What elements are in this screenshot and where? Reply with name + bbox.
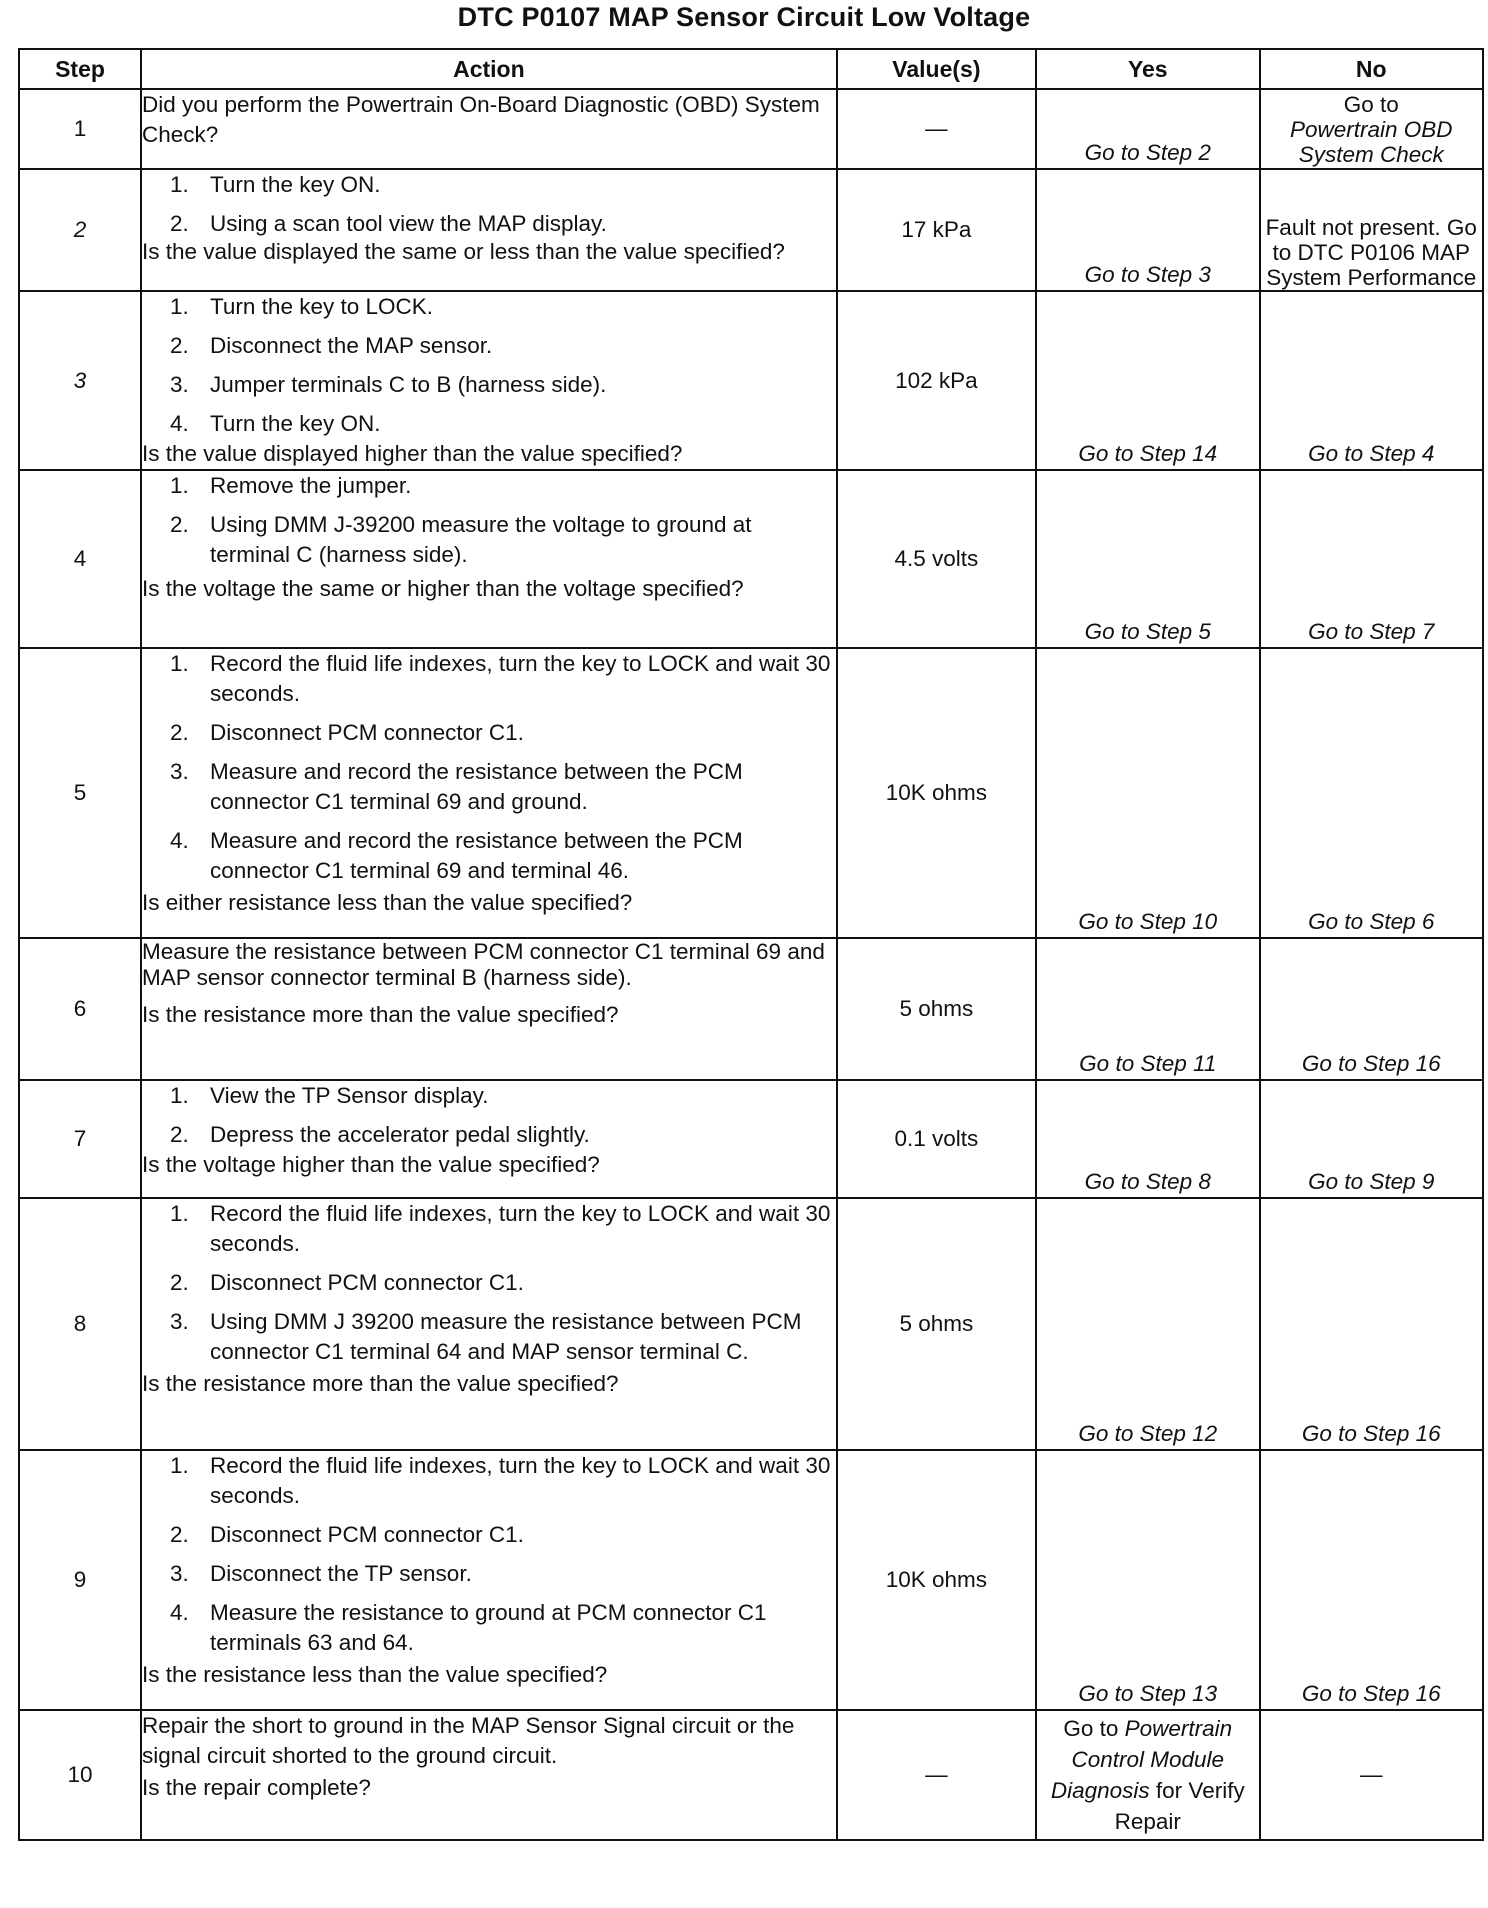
action-text: Repair the short to ground in the MAP Sensor Signal circuit or the signal circuit shorted to the ground circuit. [142, 1713, 795, 1768]
action-steps [142, 1451, 836, 1658]
header-no: No [1260, 49, 1484, 89]
no-reference: Powertrain OBD System Check [1289, 117, 1453, 167]
yes-reference: Powertrain Control Module Diagnosis [1050, 1716, 1233, 1803]
diagnostic-table [18, 48, 1484, 1841]
value-cell: 102 kPa [837, 291, 1036, 470]
action-text: Measure the resistance between PCM connector C1 terminal 69 and MAP sensor connector terminal B (harness side). [142, 939, 825, 990]
step-number: 1 [19, 89, 141, 169]
yes-cell: Go to Step 3 [1036, 169, 1259, 291]
list-item: 2. Disconnect PCM connector C1. [170, 1522, 524, 1547]
action-steps [142, 1199, 836, 1367]
yes-prefix: Go to [1063, 1716, 1119, 1741]
value-cell: 0.1 volts [837, 1080, 1036, 1198]
no-cell: Go to Step 16 [1260, 1450, 1484, 1710]
action-question: Is the voltage higher than the value specified? [142, 1152, 600, 1177]
no-cell: Go to Step 16 [1260, 1198, 1484, 1450]
header-yes: Yes [1036, 49, 1259, 89]
yes-cell: Go to Step 13 [1036, 1450, 1259, 1710]
table-row [19, 169, 1483, 291]
value-cell: — [837, 89, 1036, 169]
table-row [19, 1080, 1483, 1198]
header-row [19, 49, 1483, 89]
list-item: 1. Remove the jumper. [170, 473, 412, 498]
step-number: 7 [19, 1080, 141, 1198]
list-item: 4. Measure the resistance to ground at PCM connector C1 terminals 63 and 64. [170, 1600, 767, 1655]
no-prefix: Go to [1343, 92, 1399, 117]
table-row [19, 1710, 1483, 1840]
no-cell: Go to Step 9 [1260, 1080, 1484, 1198]
value-cell: 17 kPa [837, 169, 1036, 291]
value-cell: 10K ohms [837, 648, 1036, 938]
step-number: 8 [19, 1198, 141, 1450]
no-cell: Go to Step 4 [1260, 291, 1484, 470]
yes-cell: Go to Step 8 [1036, 1080, 1259, 1198]
no-cell [1260, 89, 1484, 169]
step-number: 2 [19, 169, 141, 291]
action-cell [141, 1710, 837, 1840]
action-steps [142, 1081, 836, 1150]
value-cell: 4.5 volts [837, 470, 1036, 648]
action-cell [141, 89, 837, 169]
step-number: 5 [19, 648, 141, 938]
yes-suffix: for Verify Repair [1114, 1778, 1245, 1834]
step-number: 9 [19, 1450, 141, 1710]
action-question: Is the resistance more than the value specified? [142, 1371, 619, 1396]
action-cell [141, 291, 837, 470]
yes-cell: Go to Step 5 [1036, 470, 1259, 648]
table-row [19, 1450, 1483, 1710]
no-cell: Go to Step 6 [1260, 648, 1484, 938]
list-item: 2. Using a scan tool view the MAP display. [170, 211, 607, 236]
yes-cell [1036, 1710, 1259, 1840]
header-action: Action [141, 49, 837, 89]
list-item: 1. View the TP Sensor display. [170, 1083, 489, 1108]
table-row [19, 291, 1483, 470]
yes-cell: Go to Step 10 [1036, 648, 1259, 938]
list-item: 2. Disconnect PCM connector C1. [170, 720, 524, 745]
step-number: 3 [19, 291, 141, 470]
list-item: 1. Record the fluid life indexes, turn the key to LOCK and wait 30 seconds. [170, 651, 831, 706]
step-number: 10 [19, 1710, 141, 1840]
table-row [19, 648, 1483, 938]
action-question: Is the value displayed higher than the value specified? [142, 441, 683, 466]
value-cell: 5 ohms [837, 938, 1036, 1080]
list-item: 2. Using DMM J-39200 measure the voltage to ground at terminal C (harness side). [170, 512, 752, 567]
list-item: 3. Disconnect the TP sensor. [170, 1561, 472, 1586]
list-item: 2. Disconnect PCM connector C1. [170, 1270, 524, 1295]
step-number: 4 [19, 470, 141, 648]
yes-cell: Go to Step 2 [1036, 89, 1259, 169]
yes-cell: Go to Step 14 [1036, 291, 1259, 470]
no-cell: Go to Step 16 [1260, 938, 1484, 1080]
action-steps [142, 649, 836, 886]
no-cell: Go to Step 7 [1260, 470, 1484, 648]
list-item: 4. Turn the key ON. [170, 411, 381, 436]
step-number: 6 [19, 938, 141, 1080]
header-step: Step [19, 49, 141, 89]
action-question: Is the value displayed the same or less than the value specified? [142, 239, 785, 264]
action-cell [141, 1080, 837, 1198]
header-value: Value(s) [837, 49, 1036, 89]
list-item: 1. Turn the key to LOCK. [170, 294, 434, 319]
table-row [19, 1198, 1483, 1450]
no-cell: — [1260, 1710, 1484, 1840]
value-cell: 5 ohms [837, 1198, 1036, 1450]
table-row [19, 938, 1483, 1080]
action-cell [141, 938, 837, 1080]
action-text: Did you perform the Powertrain On-Board Diagnostic (OBD) System Check? [142, 92, 820, 147]
action-question: Is the voltage the same or higher than the voltage specified? [142, 576, 744, 601]
list-item: 2. Depress the accelerator pedal slightly. [170, 1122, 590, 1147]
table-row [19, 470, 1483, 648]
list-item: 1. Record the fluid life indexes, turn the key to LOCK and wait 30 seconds. [170, 1453, 831, 1508]
action-steps [142, 170, 836, 239]
table-row [19, 89, 1483, 169]
value-cell: — [837, 1710, 1036, 1840]
yes-cell: Go to Step 11 [1036, 938, 1259, 1080]
list-item: 3. Jumper terminals C to B (harness side). [170, 372, 607, 397]
value-cell: 10K ohms [837, 1450, 1036, 1710]
action-cell [141, 648, 837, 938]
action-cell [141, 1450, 837, 1710]
list-item: 2. Disconnect the MAP sensor. [170, 333, 493, 358]
action-cell [141, 470, 837, 648]
page-title: DTC P0107 MAP Sensor Circuit Low Voltage [457, 2, 1031, 32]
list-item: 1. Record the fluid life indexes, turn the key to LOCK and wait 30 seconds. [170, 1201, 831, 1256]
action-question: Is the resistance less than the value specified? [142, 1662, 608, 1687]
yes-cell: Go to Step 12 [1036, 1198, 1259, 1450]
action-cell [141, 169, 837, 291]
action-question: Is the repair complete? [142, 1775, 371, 1800]
action-cell [141, 1198, 837, 1450]
action-question: Is either resistance less than the value specified? [142, 890, 633, 915]
list-item: 1. Turn the key ON. [170, 172, 381, 197]
action-steps [142, 471, 836, 570]
list-item: 3. Using DMM J 39200 measure the resistance between PCM connector C1 terminal 64 and MAP sensor terminal C. [170, 1309, 802, 1364]
list-item: 3. Measure and record the resistance between the PCM connector C1 terminal 69 and ground. [170, 759, 743, 814]
action-steps [142, 292, 836, 439]
list-item: 4. Measure and record the resistance between the PCM connector C1 terminal 69 and terminal 46. [170, 828, 743, 883]
no-cell: Fault not present. Go to DTC P0106 MAP System Performance [1260, 169, 1484, 291]
action-question: Is the resistance more than the value specified? [142, 1002, 619, 1027]
